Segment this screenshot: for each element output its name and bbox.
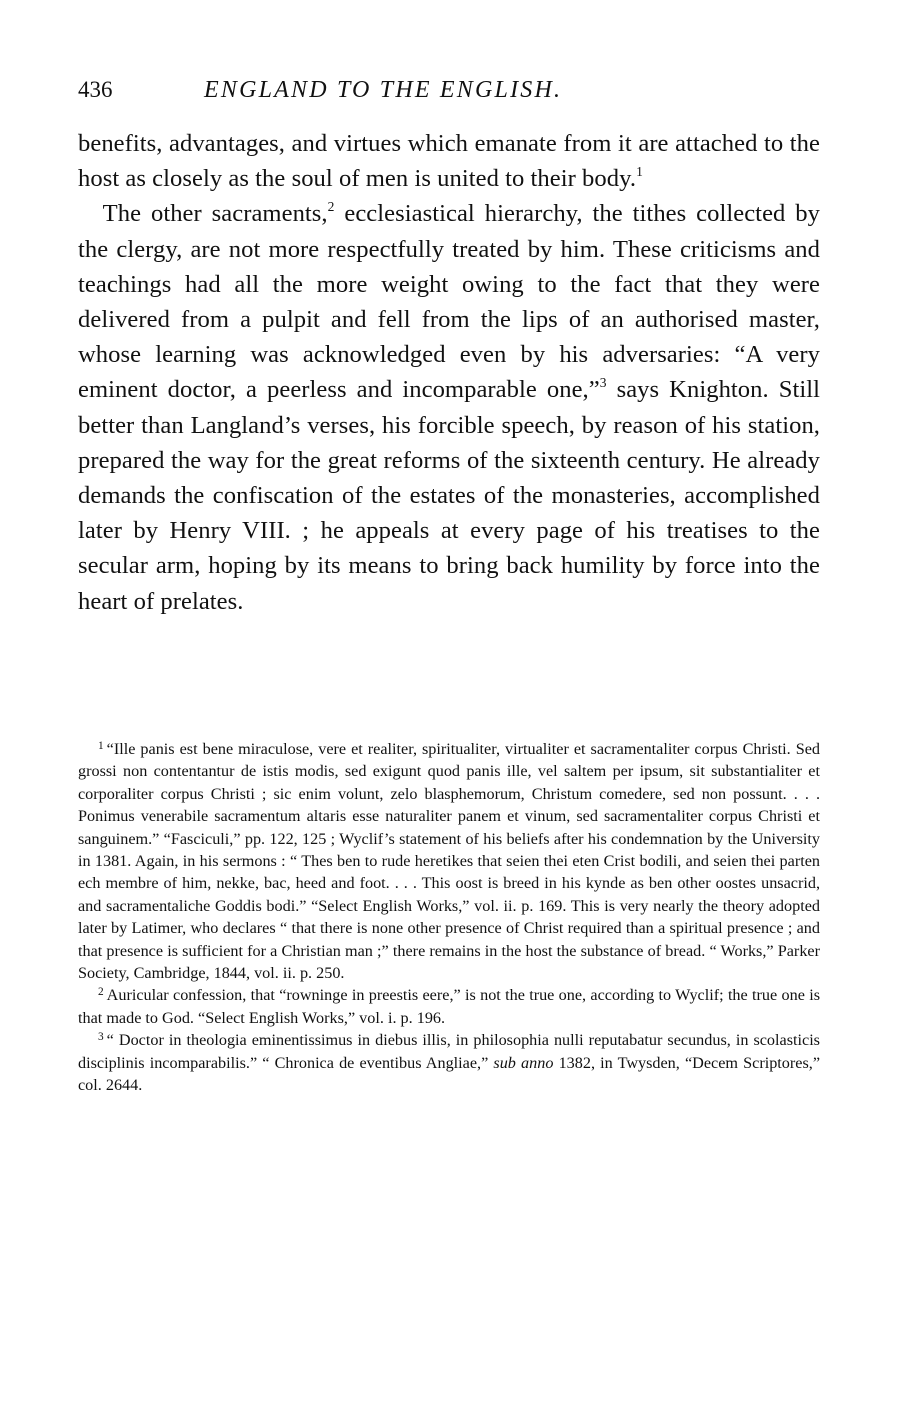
footnote-3 [78,1029,820,1096]
footnote-mark-3: 3 [98,1031,104,1044]
footnote-ref-2[interactable]: 2 [327,199,335,215]
page-number: 436 [78,77,113,102]
running-title: ENGLAND TO THE ENGLISH. [204,77,563,103]
paragraph-2 [78,196,820,618]
footnotes [78,738,820,1097]
footnote-1-text: “Ille panis est bene miraculose, vere et realiter, spiritualiter, virtualiter et sacramentaliter corpus Christi. Sed grossi non contentantur de istis modis, sed exigunt quod panis ille, vel saltem per ipsum, sit substantialiter et corporaliter corpus Christi ; sic enim volunt, zelo blasphemorum, Christum comedere, sed non possunt. . . . Ponimus venerabile sacramentum altaris esse naturaliter panem et vinum, sed sacramentaliter corpus Christi et sanguinem.” “Fasciculi,” pp. 122, 125 ; Wyclif’s statement of his beliefs after his condemnation by the University in 1381. Again, in his sermons : “ Thes ben to rude heretikes that seien thei eten Crist bodili, and seien thei parten ech membre of him, nekke, bac, heed and foot. . . . This oost is breed in his kynde as ben other oostes unsacrid, and sacramentaliche Goddis bodi.” “Select English Works,” vol. ii. p. 169. This is very nearly the theory adopted later by Latimer, who declares “ that there is none other presence of Christ required than a spiritual presence ; and that presence is sufficient for a Christian man ;” there remains in the host the substance of bread. “ Works,” Parker Society, Cambridge, 1844, vol. ii. p. 250. [78,740,820,983]
running-head [78,74,820,106]
paragraph-2-text-c: says Knighton. Still better than Langland’s verses, his forcible speech, by reason of his station, prepared the way for the great reforms of the sixteenth century. He already demands the confiscation of the estates of the monasteries, accomplished later by Henry VIII. ; he appeals at every page of his treatises to the secular arm, hoping by its means to bring back humility by force into the heart of prelates. [78,376,821,615]
paragraph-1 [78,126,820,196]
footnote-3-text-b: 1382, in Twysden, “Decem Scriptores,” col. 2644. [78,1053,820,1095]
paragraph-2-text-a: The other sacraments, [102,200,328,228]
footnote-ref-1[interactable]: 1 [636,164,643,180]
footnote-2 [78,984,820,1029]
main-text [78,126,820,619]
paragraph-1-text: benefits, advantages, and virtues which emanate from it are attached to the host as closely as the soul of men is united to their body. [78,130,820,193]
footnote-mark-2: 2 [98,986,104,999]
footnote-3-text-a: “ Doctor in theologia eminentissimus in diebus illis, in philosophia nulli reputabatur secundus, in scolasticis disciplinis incomparabilis.” “ Chronica de eventibus Angliae,” [78,1031,820,1072]
footnote-2-text: Auricular confession, that “rowninge in preestis eere,” is not the true one, according to Wyclif; the true one is that made to God. “Select English Works,” vol. i. p. 196. [78,986,820,1027]
footnote-1 [78,738,820,984]
footnote-mark-1: 1 [98,739,104,752]
paragraph-2-text-b: ecclesiastical hierarchy, the tithes collected by the clergy, are not more respectfully treated by him. These criticisms and teachings had all the more weight owing to the fact that they were delivered from a pulpit and fell from the lips of an authorised master, whose learning was acknowledged even by his adversaries: “A very eminent doctor, a peerless and incomparable one,” [78,200,820,404]
footnote-3-italic: sub anno [493,1053,554,1072]
footnote-ref-3[interactable]: 3 [599,375,607,391]
